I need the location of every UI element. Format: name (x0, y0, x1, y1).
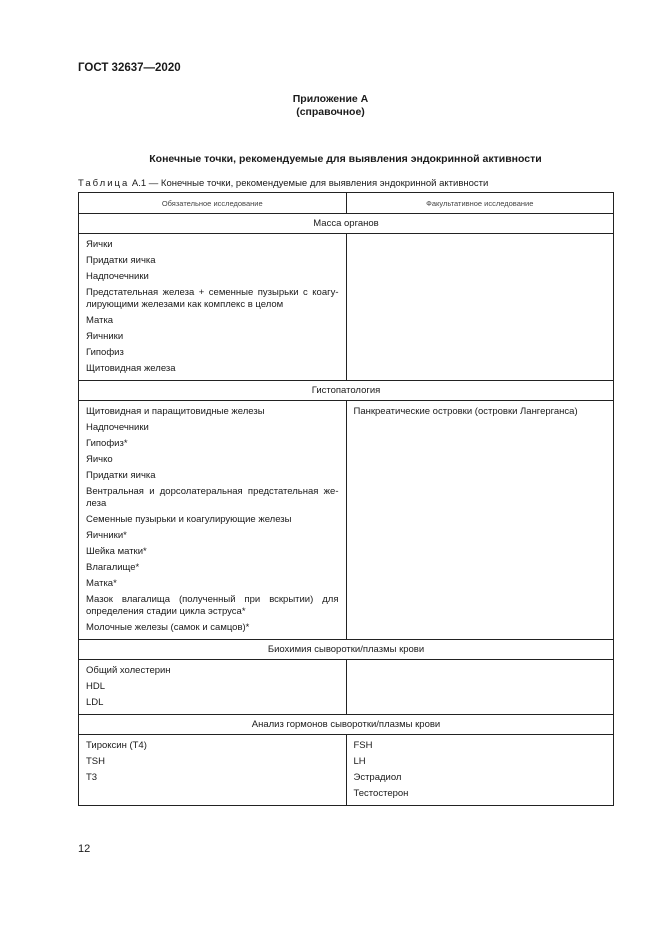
mandatory-list-item: Молочные железы (самок и самцов)* (86, 622, 250, 633)
table-caption-label: Таблица (78, 178, 130, 189)
mandatory-list-item: Предстательная железа + семенные пузырьки с коагу-лирующими железами как комплекс в целом (86, 287, 339, 310)
mandatory-cell (79, 660, 347, 715)
mandatory-list-item: Надпочечники (86, 422, 149, 433)
document-code: ГОСТ 32637—2020 (78, 62, 181, 74)
mandatory-list-item: Матка (86, 315, 114, 326)
mandatory-list-item: Щитовидная и паращитовидные железы (86, 406, 265, 417)
section-header-row (79, 715, 614, 735)
mandatory-list-item: Придатки яичка (86, 255, 156, 266)
mandatory-list-item: Яички (86, 239, 113, 250)
section-title-cell: Биохимия сыворотки/плазмы крови (79, 640, 614, 660)
optional-list-item: Панкреатические островки (островки Лангерганса) (353, 406, 578, 417)
mandatory-list-item: Яичники* (86, 530, 127, 541)
mandatory-list-item: Яичники (86, 331, 124, 342)
appendix-title: Приложение А (292, 93, 369, 105)
table-header-row (79, 193, 614, 214)
section-header-row (79, 381, 614, 401)
mandatory-cell (79, 234, 347, 381)
mandatory-list-item: Шейка матки* (86, 546, 147, 557)
appendix-heading (78, 93, 583, 119)
mandatory-list-item: T3 (86, 772, 98, 783)
table-row (79, 735, 614, 806)
mandatory-list-item: Гипофиз* (86, 438, 128, 449)
section-title-cell: Масса органов (79, 214, 614, 234)
appendix-subtitle: (справочное) (296, 106, 365, 118)
table-row (79, 660, 614, 715)
page-number: 12 (78, 843, 91, 855)
table-row (79, 401, 614, 640)
optional-cell (346, 401, 614, 640)
column-header-optional: Факультативное исследование (346, 193, 614, 214)
section-title-cell: Анализ гормонов сыворотки/плазмы крови (79, 715, 614, 735)
mandatory-list-item: Общий холестерин (86, 665, 171, 676)
table-row (79, 234, 614, 381)
mandatory-list-item: Яичко (86, 454, 113, 465)
optional-cell (346, 660, 614, 715)
optional-list-item: LH (353, 756, 366, 767)
mandatory-list-item: Придатки яичка (86, 470, 156, 481)
table-caption (78, 178, 488, 189)
column-header-mandatory: Обязательное исследование (79, 193, 347, 214)
optional-cell (346, 735, 614, 806)
optional-list-item: Эстрадиол (353, 772, 402, 783)
section-header-row (79, 640, 614, 660)
mandatory-list-item: HDL (86, 681, 106, 692)
optional-cell (346, 234, 614, 381)
table-caption-text: А.1 — Конечные точки, рекомендуемые для выявления эндокринной активности (129, 178, 489, 189)
mandatory-list-item: LDL (86, 697, 104, 708)
section-header-row (79, 214, 614, 234)
section-title-cell: Гистопатология (79, 381, 614, 401)
mandatory-list-item: Щитовидная железа (86, 363, 176, 374)
mandatory-list-item: Надпочечники (86, 271, 149, 282)
mandatory-list-item: Семенные пузырьки и коагулирующие железы (86, 514, 292, 525)
mandatory-cell (79, 401, 347, 640)
mandatory-list-item: Вентральная и дорсолатеральная предстательная же-леза (86, 486, 339, 509)
optional-list-item: Тестостерон (353, 788, 409, 799)
mandatory-list-item: Гипофиз (86, 347, 124, 358)
mandatory-list-item: Мазок влагалища (полученный при вскрытии) для определения стадии цикла эструса* (86, 594, 339, 617)
mandatory-cell (79, 735, 347, 806)
mandatory-list-item: TSH (86, 756, 105, 767)
optional-list-item: FSH (353, 740, 373, 751)
mandatory-list-item: Тироксин (T4) (86, 740, 147, 751)
section-title: Конечные точки, рекомендуемые для выявления эндокринной активности (149, 153, 542, 165)
mandatory-list-item: Влагалище* (86, 562, 140, 573)
endpoints-table (78, 192, 614, 806)
mandatory-list-item: Матка* (86, 578, 117, 589)
